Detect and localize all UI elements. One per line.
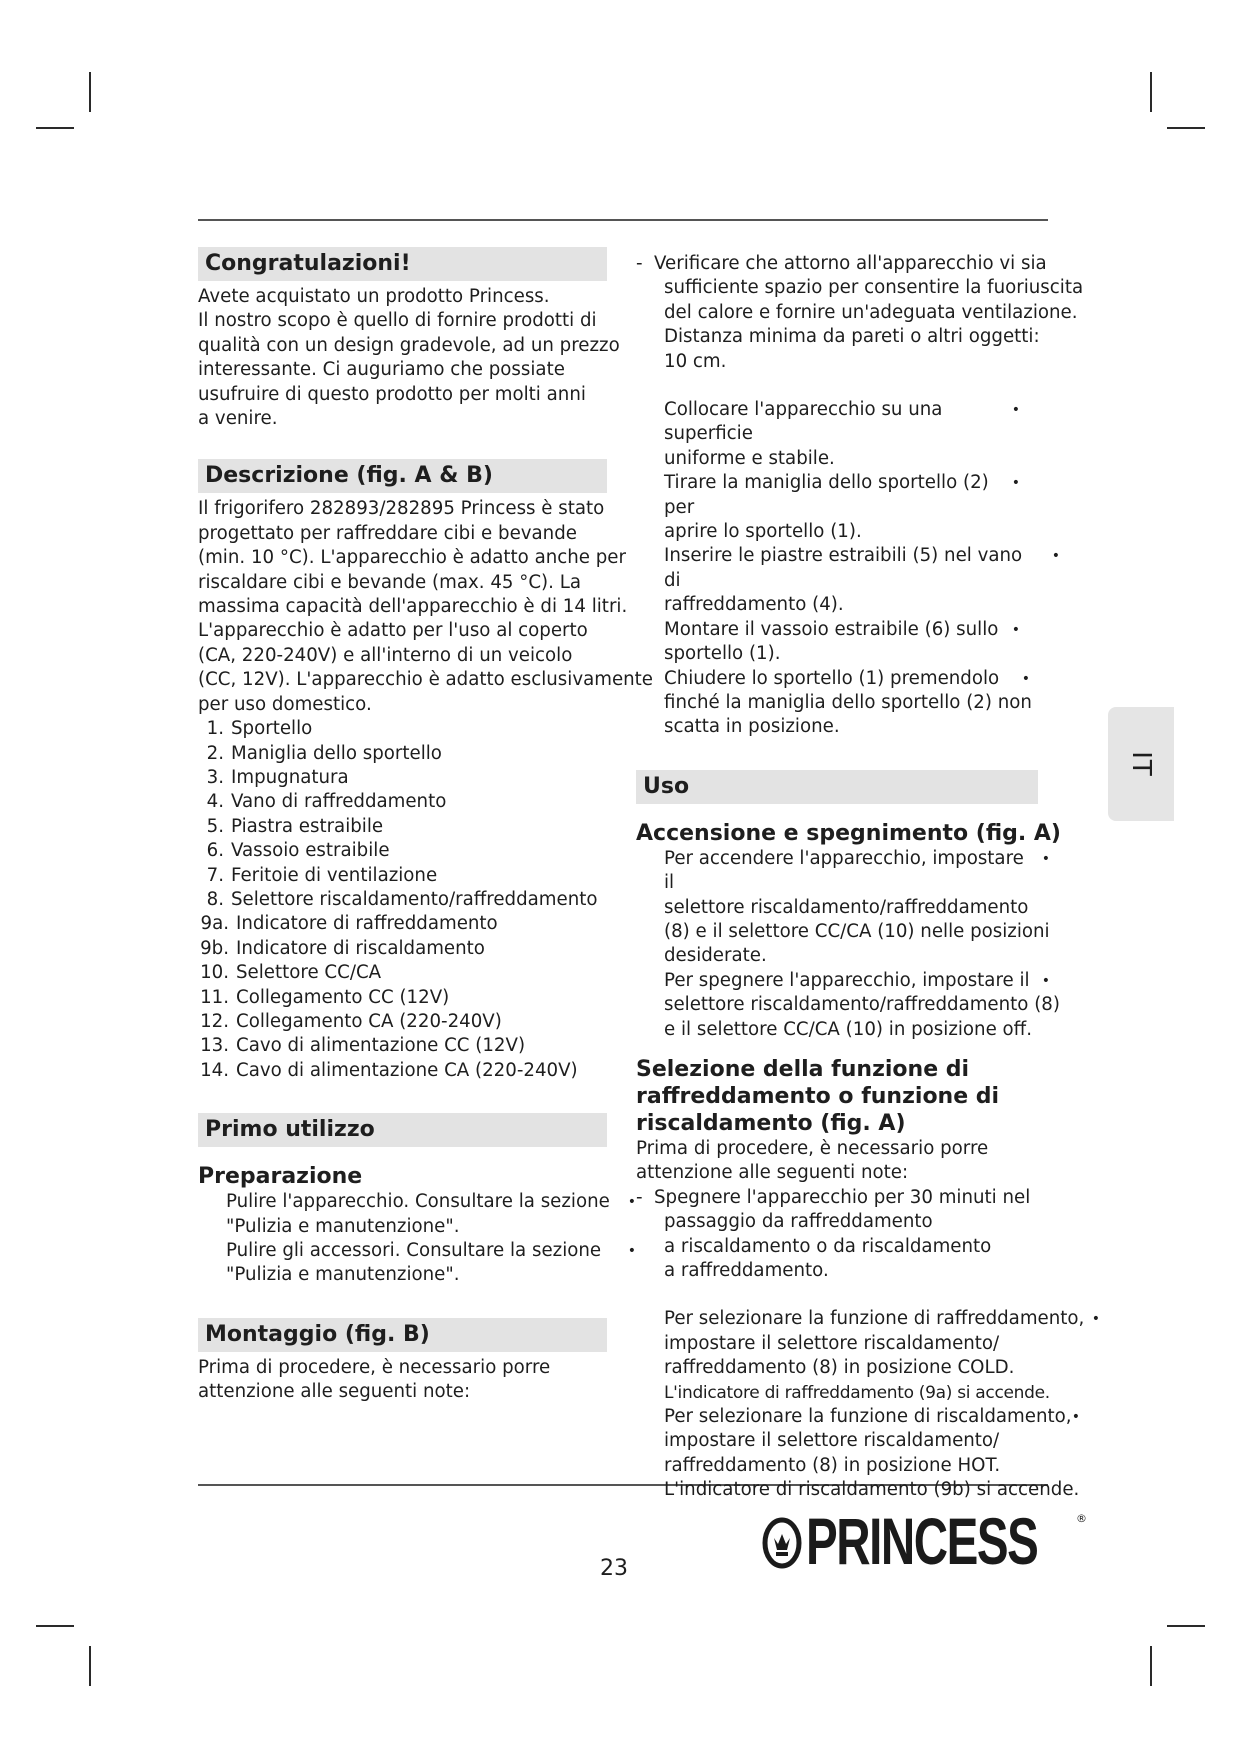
text-line: massima capacità dell'apparecchio è di 14 litri. <box>198 596 628 618</box>
heading-line: Selezione della funzione di <box>636 1056 970 1082</box>
text-line: Inserire le piastre estraibili (5) nel vano di <box>664 545 1023 591</box>
page-number: 23 <box>600 1556 628 1581</box>
text-line: Per accendere l'apparecchio, impostare il <box>664 847 1024 894</box>
parts-list <box>198 717 638 1083</box>
item-label: Indicatore di riscaldamento <box>236 937 485 959</box>
text-line: Prima di procedere, è necessario porre <box>636 1137 989 1159</box>
text-line: attenzione alle seguenti note: <box>198 1381 471 1403</box>
list-item <box>198 961 638 985</box>
text-line: progettato per raffreddare cibi e bevande <box>198 522 577 544</box>
item-number: 3. <box>206 766 224 788</box>
bullet-item <box>664 618 1022 667</box>
text-line: L'indicatore di raffreddamento (9a) si accende. <box>664 1382 1050 1403</box>
text-line: a riscaldamento o da riscaldamento <box>664 1235 992 1257</box>
item-label: Feritoie di ventilazione <box>231 864 438 886</box>
section-heading-uso: Uso <box>636 770 1038 804</box>
descrizione-text <box>198 497 653 717</box>
princess-logo <box>762 1504 1087 1578</box>
text-line: "Pulizia e manutenzione". <box>226 1264 460 1286</box>
text-line: Distanza minima da pareti o altri oggetti: <box>664 326 1040 348</box>
text-line: Montare il vassoio estraibile (6) sullo <box>664 618 999 640</box>
list-item <box>198 1059 638 1083</box>
list-item <box>198 815 638 839</box>
list-item <box>198 717 638 741</box>
top-rule <box>198 219 1048 221</box>
item-number: 4. <box>206 791 224 813</box>
text-line: raffreddamento (4). <box>664 594 844 616</box>
bullet-item <box>664 544 1062 617</box>
crop-mark <box>89 1646 91 1686</box>
item-label: Sportello <box>231 718 313 740</box>
text-line: riscaldare cibi e bevande (max. 45 °C). La <box>198 571 581 593</box>
item-number: 7. <box>206 864 224 886</box>
item-label: Vassoio estraibile <box>231 840 390 862</box>
item-number: 8. <box>206 888 224 910</box>
bullet-item <box>664 1307 1102 1405</box>
list-item <box>198 1010 638 1034</box>
text-line: Chiudere lo sportello (1) premendolo <box>664 667 1000 689</box>
subheading-selezione <box>636 1056 1086 1137</box>
text-line: per uso domestico. <box>198 693 372 715</box>
text-line: 10 cm. <box>664 350 727 372</box>
bullet-item <box>664 847 1052 969</box>
text-line: Per selezionare la funzione di raffreddamento, <box>664 1308 1085 1330</box>
text-line: Verificare che attorno all'apparecchio vi sia <box>654 253 1047 274</box>
crop-mark <box>36 127 74 129</box>
text-line: L'apparecchio è adatto per l'uso al coperto <box>198 620 588 642</box>
item-number: 12. <box>200 1010 229 1032</box>
text-line: (CC, 12V). L'apparecchio è adatto esclusivamente <box>198 669 653 691</box>
text-line: usufruire di questo prodotto per molti anni <box>198 383 586 405</box>
list-item <box>198 888 638 912</box>
bullet-item <box>226 1239 638 1288</box>
text-line: Per selezionare la funzione di riscaldamento, <box>664 1406 1072 1428</box>
bullet-item <box>664 398 1022 471</box>
item-label: Collegamento CA (220-240V) <box>236 1010 502 1032</box>
text-line: attenzione alle seguenti note: <box>636 1162 909 1184</box>
dash-item <box>636 1186 1086 1284</box>
list-item <box>198 790 638 814</box>
item-number: 9a. <box>200 913 229 935</box>
text-line: desiderate. <box>664 945 767 967</box>
crop-mark <box>36 1625 74 1627</box>
item-label: Piastra estraibile <box>231 815 384 837</box>
item-label: Indicatore di raffreddamento <box>236 913 498 935</box>
list-item <box>198 912 638 936</box>
item-number: 2. <box>206 742 224 764</box>
subheading-accensione: Accensione e spegnimento (fig. A) <box>636 820 1061 846</box>
list-item <box>198 937 638 961</box>
text-line: Prima di procedere, è necessario porre <box>198 1356 551 1378</box>
text-line: (8) e il selettore CC/CA (10) nelle posizioni <box>664 920 1050 942</box>
item-label: Maniglia dello sportello <box>231 742 442 764</box>
text-line: Collocare l'apparecchio su una superficie <box>664 399 943 445</box>
left-column <box>198 247 653 1405</box>
text-line: impostare il selettore riscaldamento/ <box>664 1430 1000 1452</box>
text-line: a venire. <box>198 408 278 430</box>
text-line: uniforme e stabile. <box>664 447 835 469</box>
item-number: 6. <box>206 840 224 862</box>
heading-line: riscaldamento (fig. A) <box>636 1110 906 1136</box>
item-label: Impugnatura <box>231 766 349 788</box>
text-line: Pulire gli accessori. Consultare la sezione <box>226 1240 602 1261</box>
list-item <box>198 766 638 790</box>
text-line: selettore riscaldamento/raffreddamento <box>664 896 1029 918</box>
item-number: 9b. <box>200 937 229 959</box>
text-line: a raffreddamento. <box>664 1260 829 1281</box>
item-number: 11. <box>200 986 229 1008</box>
text-line: Pulire l'apparecchio. Consultare la sezione <box>226 1191 610 1213</box>
text-line: qualità con un design gradevole, ad un prezzo <box>198 334 620 356</box>
item-number: 14. <box>200 1059 229 1081</box>
congrats-text <box>198 285 638 431</box>
list-item <box>198 839 638 863</box>
item-label: Cavo di alimentazione CA (220-240V) <box>236 1059 578 1081</box>
dash-item <box>636 252 1086 374</box>
section-heading-montaggio: Montaggio (fig. B) <box>198 1318 607 1352</box>
bullet-item <box>664 471 1022 544</box>
crop-mark <box>1150 1646 1152 1686</box>
text-line: L'indicatore di riscaldamento (9b) si accende. <box>664 1479 1080 1501</box>
text-line: Tirare la maniglia dello sportello (2) per <box>664 472 989 518</box>
text-line: interessante. Ci auguriamo che possiate <box>198 359 565 381</box>
item-number: 1. <box>206 718 224 740</box>
text-line: del calore e fornire un'adeguata ventilazione. <box>664 301 1078 323</box>
text-line: Il frigorifero 282893/282895 Princess è stato <box>198 498 605 520</box>
bullet-item <box>226 1190 638 1239</box>
item-number: 5. <box>206 815 224 837</box>
section-heading-descrizione: Descrizione (fig. A & B) <box>198 459 607 493</box>
item-label: Vano di raffreddamento <box>231 791 447 813</box>
item-number: 13. <box>200 1035 229 1057</box>
section-heading-primo-utilizzo: Primo utilizzo <box>198 1113 607 1147</box>
bullet-item <box>664 969 1060 1042</box>
subheading-preparazione: Preparazione <box>198 1164 363 1190</box>
list-item <box>198 864 638 888</box>
right-column <box>636 252 1086 1503</box>
language-tab <box>1108 707 1174 821</box>
text-line: Spegnere l'apparecchio per 30 minuti nel <box>654 1186 1031 1208</box>
item-number: 10. <box>200 962 229 984</box>
heading-line: raffreddamento o funzione di <box>636 1083 1000 1109</box>
text-line: Avete acquistato un prodotto Princess. <box>198 286 550 307</box>
dash-marker: - <box>636 253 643 274</box>
text-line: passaggio da raffreddamento <box>664 1211 933 1233</box>
list-item <box>198 742 638 766</box>
text-line: sufficiente spazio per consentire la fuoriuscita <box>664 277 1084 299</box>
brand-wordmark: PRINCESS <box>806 1504 1038 1578</box>
text-line: scatta in posizione. <box>664 716 840 738</box>
list-item <box>198 986 638 1010</box>
registered-mark: ® <box>1076 1512 1087 1525</box>
text-line: aprire lo sportello (1). <box>664 521 862 543</box>
language-code: IT <box>1126 751 1156 777</box>
text-line: selettore riscaldamento/raffreddamento (8) <box>664 994 1060 1016</box>
bullet-item <box>664 667 1032 740</box>
item-label: Collegamento CC (12V) <box>236 986 450 1008</box>
text-line: Il nostro scopo è quello di fornire prodotti di <box>198 310 597 332</box>
section-heading-congratulazioni: Congratulazioni! <box>198 247 607 281</box>
text-line: raffreddamento (8) in posizione HOT. <box>664 1454 1001 1476</box>
crown-emblem-icon <box>762 1516 802 1570</box>
item-label: Cavo di alimentazione CC (12V) <box>236 1035 526 1057</box>
text-line: finché la maniglia dello sportello (2) non <box>664 691 1032 713</box>
crop-mark <box>1167 1625 1205 1627</box>
text-line: e il selettore CC/CA (10) in posizione off. <box>664 1018 1032 1040</box>
text-line: impostare il selettore riscaldamento/ <box>664 1332 1000 1354</box>
list-item <box>198 1034 638 1058</box>
text-line: (CA, 220-240V) e all'interno di un veicolo <box>198 644 573 666</box>
montaggio-text <box>198 1356 638 1405</box>
text-line: Per spegnere l'apparecchio, impostare il <box>664 969 1030 991</box>
text-line: "Pulizia e manutenzione". <box>226 1215 460 1237</box>
text-line: (min. 10 °C). L'apparecchio è adatto anche per <box>198 547 626 569</box>
dash-marker: - <box>636 1186 643 1208</box>
text-line: sportello (1). <box>664 643 781 665</box>
crop-mark <box>89 72 91 112</box>
text-line: raffreddamento (8) in posizione COLD. <box>664 1357 1015 1379</box>
crop-mark <box>1150 72 1152 112</box>
item-label: Selettore CC/CA <box>236 962 382 984</box>
crop-mark <box>1167 127 1205 129</box>
bullet-item <box>664 1405 1082 1503</box>
item-label: Selettore riscaldamento/raffreddamento <box>231 888 598 910</box>
